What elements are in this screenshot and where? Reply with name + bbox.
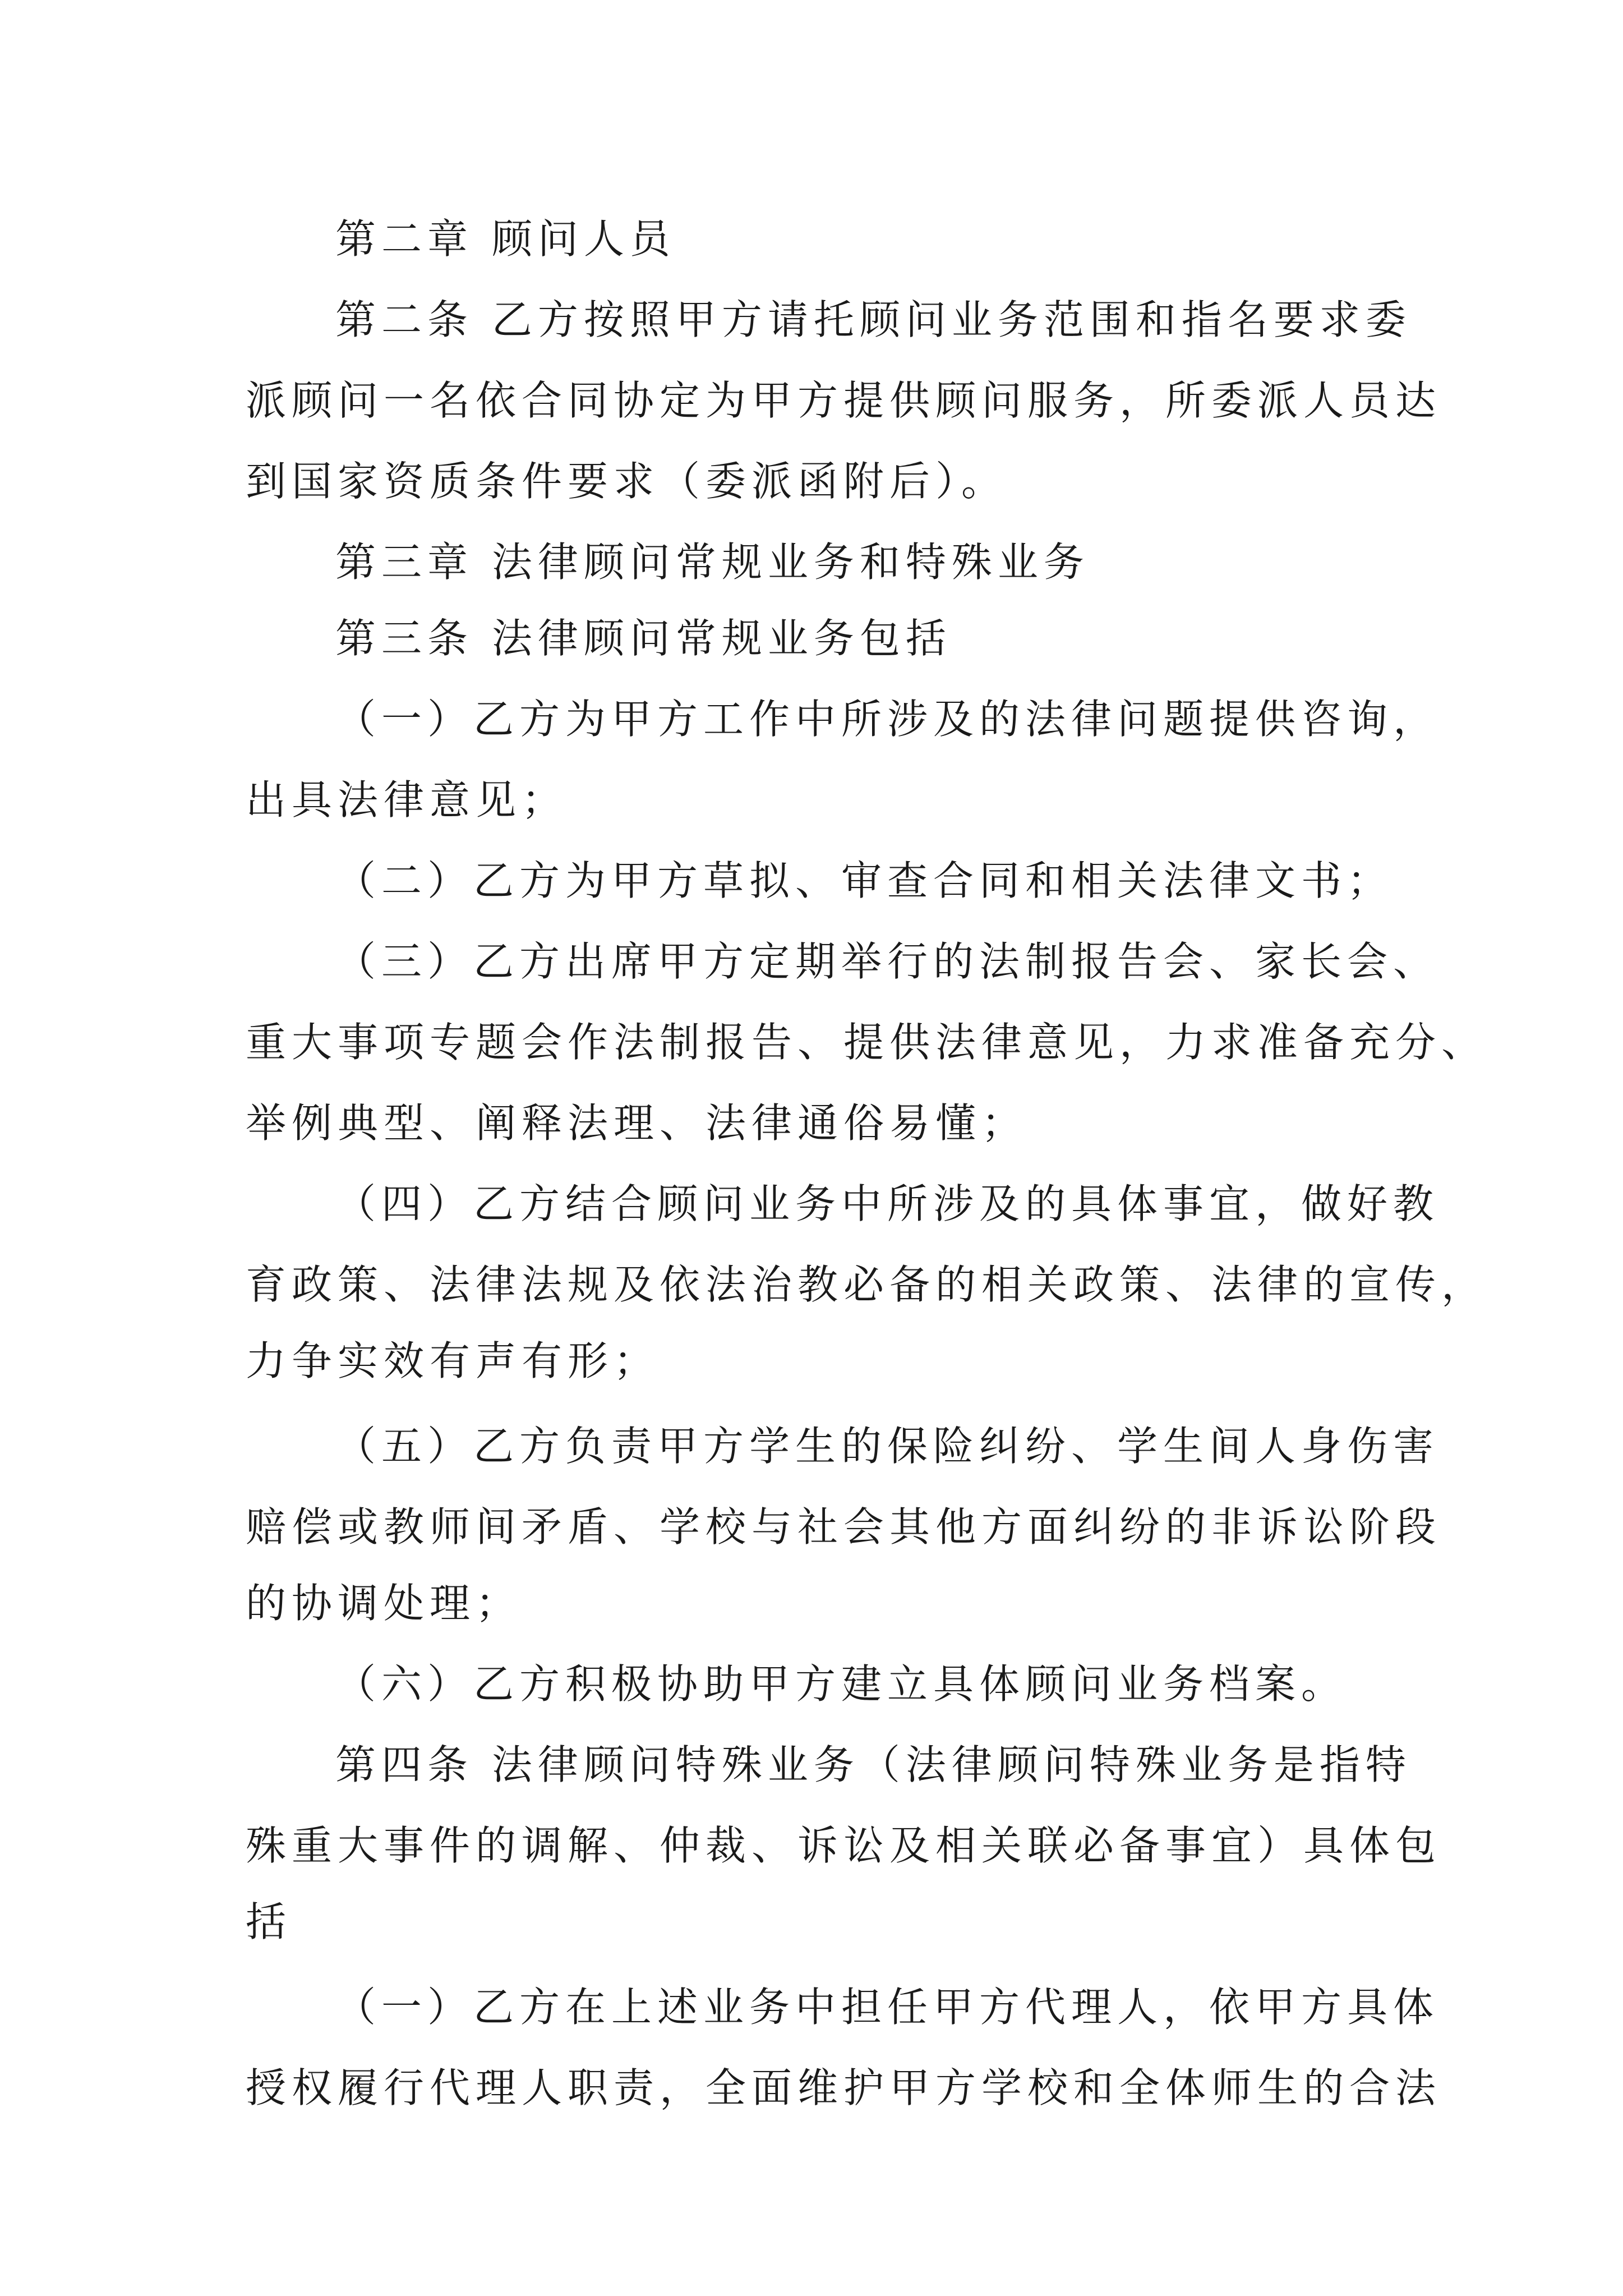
article-3-item-3-line-1: （三）乙方出席甲方定期举行的法制报告会、家长会、 <box>335 938 1440 985</box>
article-3-item-1-line-1: （一）乙方为甲方工作中所涉及的法律问题提供咨询， <box>335 696 1440 743</box>
article-3-item-5-line-2: 赔偿或教师间矛盾、学校与社会其他方面纠纷的非诉讼阶段 <box>246 1503 1442 1550</box>
article-3-item-5-line-3: 的协调处理； <box>246 1580 522 1627</box>
article-3-item-4-line-3: 力争实效有声有形； <box>246 1337 660 1384</box>
article-3-item-6: （六）乙方积极协助甲方建立具体顾问业务档案。 <box>335 1660 1348 1708</box>
article-3-item-5-line-1: （五）乙方负责甲方学生的保险纠纷、学生间人身伤害 <box>335 1423 1440 1470</box>
article-3-heading: 第三条 法律顾问常规业务包括 <box>335 615 952 662</box>
article-4-item-1-line-2: 授权履行代理人职责，全面维护甲方学校和全体师生的合法 <box>246 2064 1442 2111</box>
article-2-line-3: 到国家资质条件要求（委派函附后）。 <box>246 458 1008 505</box>
article-3-item-2: （二）乙方为甲方草拟、审查合同和相关法律文书； <box>335 857 1394 904</box>
article-4-line-3: 括 <box>246 1898 292 1945</box>
article-4-item-1-line-1: （一）乙方在上述业务中担任甲方代理人，依甲方具体 <box>335 1984 1440 2031</box>
article-4-line-2: 殊重大事件的调解、仲裁、诉讼及相关联必备事宜）具体包 <box>246 1822 1442 1869</box>
article-4-line-1: 第四条 法律顾问特殊业务（法律顾问特殊业务是指特 <box>335 1741 1412 1788</box>
article-3-item-4-line-1: （四）乙方结合顾问业务中所涉及的具体事宜，做好教 <box>335 1180 1440 1227</box>
article-3-item-1-line-2: 出具法律意见； <box>246 776 568 823</box>
chapter-2-heading: 第二章 顾问人员 <box>335 215 676 263</box>
article-2-line-2: 派顾问一名依合同协定为甲方提供顾问服务，所委派人员达 <box>246 377 1442 424</box>
article-3-item-3-line-3: 举例典型、阐释法理、法律通俗易懂； <box>246 1099 1028 1147</box>
article-3-item-4-line-2: 育政策、法律法规及依法治教必备的相关政策、法律的宣传， <box>246 1261 1488 1308</box>
chapter-3-heading: 第三章 法律顾问常规业务和特殊业务 <box>335 539 1090 586</box>
article-2-line-1: 第二条 乙方按照甲方请托顾问业务范围和指名要求委 <box>335 296 1412 343</box>
article-3-item-3-line-2: 重大事项专题会作法制报告、提供法律意见，力求准备充分、 <box>246 1019 1488 1066</box>
